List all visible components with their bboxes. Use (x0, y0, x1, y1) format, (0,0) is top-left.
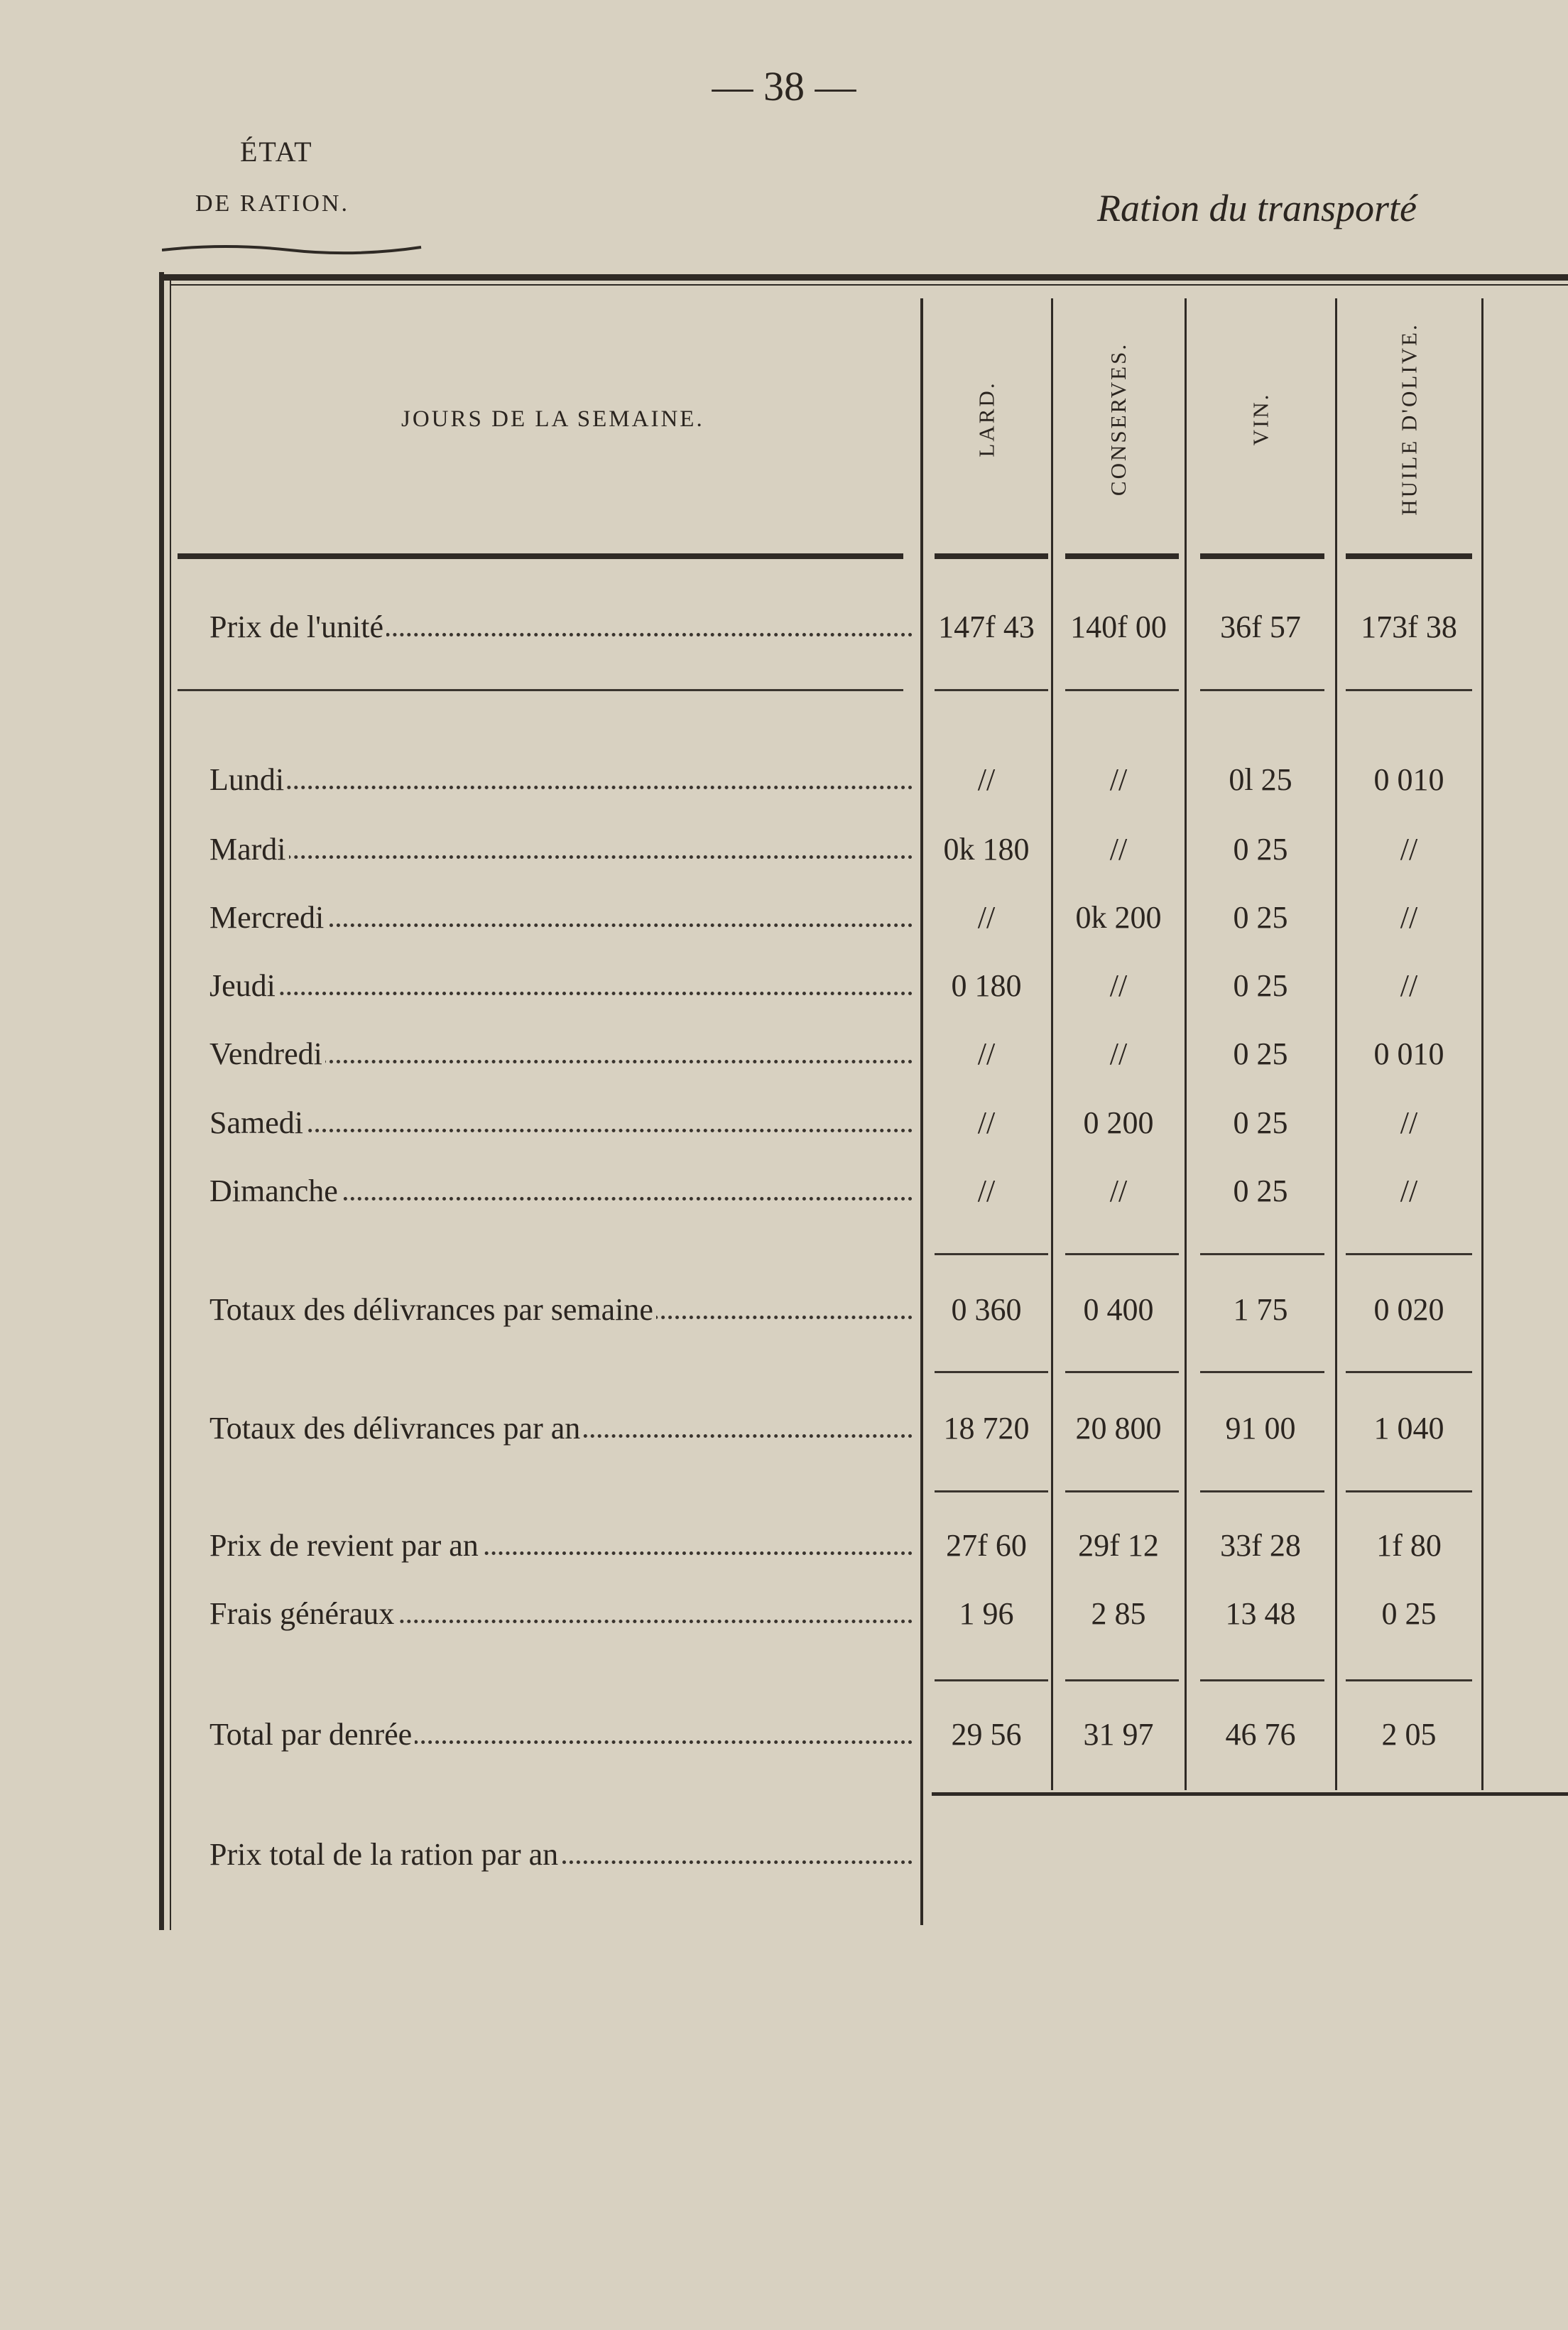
table-cell: 147f 43 (938, 609, 1035, 644)
table-cell: 13 48 (1225, 1596, 1296, 1631)
row-label-totaux-semaine: Totaux des délivrances par semaine (209, 1291, 913, 1328)
table-cell: 0 400 (1083, 1292, 1154, 1327)
row-label-jeudi: Jeudi (209, 968, 913, 1004)
sum-rule (1346, 1371, 1472, 1373)
table-cell: 0 020 (1373, 1292, 1444, 1327)
table-cell: 0 25 (1233, 1036, 1288, 1071)
table-cell: 27f 60 (946, 1528, 1027, 1563)
table-cell: // (1400, 900, 1418, 935)
table-cell: 0 25 (1233, 1174, 1288, 1208)
header-rule (935, 553, 1048, 559)
header-rule (1346, 553, 1472, 559)
row-label-prix-revient: Prix de revient par an (209, 1527, 913, 1564)
table-cell: // (1109, 968, 1128, 1003)
row-label-total-denree: Total par denrée (209, 1716, 913, 1752)
table-cell: 2 05 (1381, 1717, 1437, 1752)
table-cell: 36f 57 (1220, 609, 1301, 644)
table-cell: 0 25 (1381, 1596, 1437, 1631)
row-label-dimanche: Dimanche (209, 1173, 913, 1209)
sum-rule (1346, 1490, 1472, 1492)
table-cell: 29f 12 (1078, 1528, 1159, 1563)
sum-rule (935, 1253, 1048, 1255)
table-cell: // (977, 762, 996, 797)
sum-rule (1200, 1253, 1324, 1255)
table-cell: 0 25 (1233, 968, 1288, 1003)
table-cell: 20 800 (1075, 1411, 1162, 1446)
sum-rule (1065, 1253, 1179, 1255)
sum-rule (935, 1371, 1048, 1373)
table-cell: 0 25 (1233, 900, 1288, 935)
table-cell: // (977, 1105, 996, 1140)
header-rule (1200, 553, 1324, 559)
table-cell: // (1109, 832, 1128, 867)
row-label-prix-unite: Prix de l'unité (209, 609, 913, 645)
running-header: Ration du transporté (1097, 187, 1417, 229)
table-top-border (159, 274, 1568, 281)
table-bottom-rule (932, 1792, 1568, 1796)
sum-rule (935, 1679, 1048, 1681)
table-cell: // (1109, 762, 1128, 797)
table-cell: // (1400, 1174, 1418, 1208)
table-cell: 1 040 (1373, 1411, 1444, 1446)
sum-rule (935, 1490, 1048, 1492)
table-cell: 1 96 (959, 1596, 1014, 1631)
row-label-samedi: Samedi (209, 1105, 913, 1141)
table-cell: 0k 180 (943, 832, 1030, 867)
section-rule (1065, 689, 1179, 691)
table-cell: // (1400, 968, 1418, 1003)
header-rule (1065, 553, 1179, 559)
column-header-conserves: CONSERVES. (1106, 342, 1131, 497)
section-rule (1200, 689, 1324, 691)
table-cell: 33f 28 (1220, 1528, 1301, 1563)
table-cell: // (1400, 832, 1418, 867)
sum-rule (1065, 1490, 1179, 1492)
table-cell: 0 200 (1083, 1105, 1154, 1140)
table-left-border (159, 272, 164, 1930)
margin-title-etat: ÉTAT (240, 136, 313, 168)
table-cell: 1f 80 (1376, 1528, 1442, 1563)
table-cell: 140f 00 (1070, 609, 1167, 644)
column-separator (1481, 298, 1483, 1790)
table-cell: 31 97 (1083, 1717, 1154, 1752)
column-header-vin: VIN. (1248, 392, 1273, 446)
header-rule (178, 553, 903, 559)
table-cell: 0 010 (1373, 762, 1444, 797)
table-cell: // (977, 1174, 996, 1208)
table-cell: 1 75 (1233, 1292, 1288, 1327)
ornament-rule (162, 242, 425, 259)
table-cell: 0k 200 (1075, 900, 1162, 935)
table-cell: 18 720 (943, 1411, 1030, 1446)
table-cell: // (977, 900, 996, 935)
section-rule (178, 689, 903, 691)
sum-rule (1200, 1371, 1324, 1373)
table-cell: 0l 25 (1229, 762, 1292, 797)
column-header-lard: LARD. (974, 381, 999, 457)
table-cell: // (1109, 1036, 1128, 1071)
row-label-frais-generaux: Frais généraux (209, 1595, 913, 1632)
table-cell: 173f 38 (1361, 609, 1457, 644)
section-rule (935, 689, 1048, 691)
column-header-huile: HUILE D'OLIVE. (1396, 323, 1422, 516)
sum-rule (1346, 1679, 1472, 1681)
table-cell: 91 00 (1225, 1411, 1296, 1446)
sum-rule (1200, 1490, 1324, 1492)
table-cell: 2 85 (1091, 1596, 1146, 1631)
table-left-inner-border (170, 279, 171, 1930)
table-cell: // (1400, 1105, 1418, 1140)
table-cell: 0 25 (1233, 1105, 1288, 1140)
table-cell: 46 76 (1225, 1717, 1296, 1752)
table-cell: // (977, 1036, 996, 1071)
row-label-prix-total: Prix total de la ration par an (209, 1836, 913, 1873)
sum-rule (1065, 1679, 1179, 1681)
column-separator (1051, 298, 1053, 1790)
sum-rule (1200, 1679, 1324, 1681)
column-separator (1185, 298, 1187, 1790)
table-cell: 0 180 (951, 968, 1022, 1003)
table-top-inner-border (171, 284, 1568, 286)
table-cell: 0 360 (951, 1292, 1022, 1327)
sum-rule (1065, 1371, 1179, 1373)
row-label-mardi: Mardi (209, 831, 913, 867)
row-label-vendredi: Vendredi (209, 1036, 913, 1072)
margin-title-ration: DE RATION. (195, 190, 349, 217)
section-rule (1346, 689, 1472, 691)
row-label-totaux-an: Totaux des délivrances par an (209, 1410, 913, 1446)
table-cell: // (1109, 1174, 1128, 1208)
table-cell: 29 56 (951, 1717, 1022, 1752)
page-number: — 38 — (712, 63, 856, 109)
row-label-lundi: Lundi (209, 762, 913, 798)
row-header-label: JOURS DE LA SEMAINE. (401, 406, 704, 432)
column-separator (1335, 298, 1337, 1790)
row-label-mercredi: Mercredi (209, 899, 913, 936)
table-cell: 0 010 (1373, 1036, 1444, 1071)
table-cell: 0 25 (1233, 832, 1288, 867)
sum-rule (1346, 1253, 1472, 1255)
